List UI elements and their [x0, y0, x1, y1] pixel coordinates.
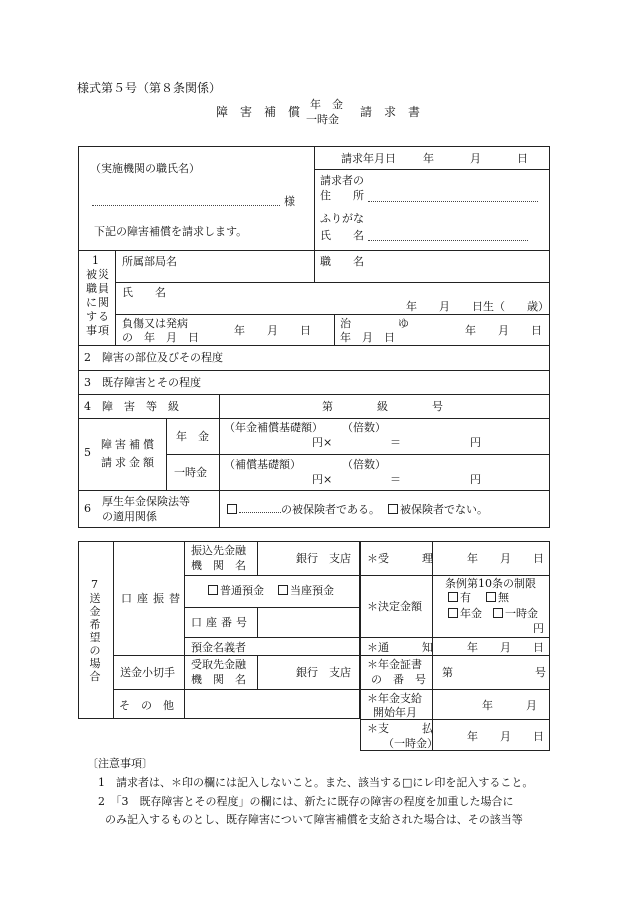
section6-label-2: の適用関係	[102, 510, 157, 523]
start-value: 年 月	[482, 699, 537, 712]
not-insured-option[interactable]	[388, 503, 488, 516]
address-label: 住 所	[320, 189, 364, 202]
cert-value-1: 第	[442, 666, 453, 679]
ordinary-deposit-text: 普通預金	[220, 584, 264, 597]
check-label: 送金小切手	[120, 666, 175, 679]
recv-bank-branch: 銀行 支店	[296, 666, 351, 679]
account-transfer-label: 口座振替	[121, 592, 185, 605]
ordinary-deposit-option[interactable]	[208, 584, 264, 597]
limit-no-option[interactable]	[486, 591, 509, 604]
notes-heading: 〔注意事項〕	[87, 757, 153, 770]
insured-option[interactable]	[227, 503, 380, 516]
cert-value-2: 号	[535, 666, 546, 679]
cure-label-1: 治	[340, 317, 351, 330]
pension-label: 年 金	[176, 430, 209, 443]
title-right: 請 求 書	[360, 105, 421, 119]
cure-date: 年 月 日	[465, 324, 542, 337]
date-year: 年	[423, 152, 434, 165]
limit-yes-checkbox[interactable]	[448, 592, 458, 602]
lump-multiplier-label: （倍数）	[342, 458, 386, 471]
injury-label-1: 負傷又は発病	[122, 317, 188, 330]
form-number: 様式第５号（第８条関係）	[77, 81, 222, 95]
pay-date: 年 月 日	[467, 730, 544, 743]
bank-label-1: 振込先金融	[191, 544, 246, 557]
decision-limit-label: 条例第10条の制限	[445, 577, 536, 590]
limit-yes-option[interactable]	[448, 591, 471, 604]
limit-no-text: 無	[498, 591, 509, 604]
disability-grade: 第 級 号	[322, 400, 443, 413]
ichiji-checkbox[interactable]	[493, 608, 503, 618]
address-field[interactable]	[368, 201, 538, 202]
nen-option[interactable]	[448, 607, 482, 620]
section5-number: 5	[84, 446, 91, 459]
receipt-date: 年 月 日	[467, 552, 544, 565]
lump-yen: 円	[470, 473, 481, 486]
note-2b: のみ記入するものとし、既存障害について障害補償を支給された場合は、その該当等	[105, 813, 523, 826]
ichiji-option[interactable]	[493, 607, 538, 620]
dept-label: 所属部局名	[122, 255, 177, 268]
pension-yen: 円	[470, 436, 481, 449]
pay-label-2: （一時金）	[383, 737, 438, 750]
section6-label-1: 厚生年金保険法等	[102, 495, 190, 508]
section7-number: 7	[91, 578, 98, 591]
section7-label: 送金希望の場合	[89, 592, 101, 683]
not-insured-checkbox[interactable]	[388, 504, 398, 514]
decision-yen: 円	[533, 622, 544, 635]
pension-base-label: （年金補償基礎額）	[224, 421, 323, 434]
name-label: 氏 名	[320, 229, 364, 242]
nen-checkbox[interactable]	[448, 608, 458, 618]
cert-label-1: ＊年金証書	[367, 658, 422, 671]
limit-yes-text: 有	[460, 591, 471, 604]
lump-equals: ＝	[390, 473, 401, 486]
bank-label-2: 機 関 名	[191, 559, 246, 572]
recv-bank-label-2: 機 関 名	[191, 673, 246, 686]
current-deposit-text: 当座預金	[290, 584, 334, 597]
section6-number: 6	[84, 502, 91, 515]
holder-label: 預金名義者	[191, 641, 246, 654]
sama-label: 様	[284, 195, 295, 208]
section5-label-2: 請求金額	[101, 456, 157, 469]
date-month: 月	[470, 152, 481, 165]
request-date-label: 請求年月日	[341, 152, 396, 165]
injury-date: 年 月 日	[234, 324, 311, 337]
request-text: 下記の障害補償を請求します。	[94, 225, 248, 238]
lump-yen-x: 円×	[312, 473, 333, 486]
birth-date-label: 年 月 日生（ 歳）	[406, 300, 549, 313]
title-upper: 年 金	[310, 98, 343, 111]
pension-yen-x: 円×	[312, 436, 333, 449]
pension-equals: ＝	[390, 436, 401, 449]
injury-label-2: の 年 月 日	[122, 331, 199, 344]
pension-multiplier-label: （倍数）	[342, 421, 386, 434]
note-1: 1 請求者は、＊印の欄には記入しないこと。また、該当する□にレ印を記入すること。	[98, 776, 534, 789]
furigana-label: ふりがな	[320, 212, 364, 225]
account-number-label: 口座番号	[191, 616, 251, 629]
start-label-2: 開始年月	[373, 706, 417, 719]
limit-no-checkbox[interactable]	[486, 592, 496, 602]
note-2a: 2 「3 既存障害とその程度」の欄には、新たに既存の障害の程度を加重した場合に	[98, 795, 514, 808]
section3-label: 3 既存障害とその程度	[84, 376, 201, 389]
lump-base-label: （補償基礎額）	[224, 458, 301, 471]
nen-text: 年金	[460, 607, 482, 620]
pay-label-1: ＊支 払	[367, 722, 433, 735]
section2-label: 2 障害の部位及びその程度	[84, 351, 223, 364]
agency-label: （実施機関の職氏名）	[90, 162, 200, 175]
section1-number: 1	[92, 254, 99, 267]
receipt-label: ＊受 理	[367, 552, 433, 565]
bank-branch: 銀行 支店	[296, 552, 351, 565]
recv-bank-label-1: 受取先金融	[191, 658, 246, 671]
notice-label: ＊通 知	[367, 641, 433, 654]
title-lower: 一時金	[306, 113, 339, 126]
not-insured-text: 被保険者でない。	[400, 503, 488, 516]
current-deposit-checkbox[interactable]	[278, 585, 288, 595]
cure-label-2: 年 月 日	[340, 331, 395, 344]
victim-name-label: 氏 名	[122, 286, 166, 299]
lump-sum-label: 一時金	[174, 466, 207, 479]
post-label: 職 名	[320, 255, 364, 268]
requester-name-field[interactable]	[368, 240, 528, 241]
ichiji-text: 一時金	[505, 607, 538, 620]
other-label: そ の 他	[119, 699, 174, 712]
ordinary-deposit-checkbox[interactable]	[208, 585, 218, 595]
cure-label-ru: ゆ	[398, 317, 409, 330]
title-left: 障 害 補 償	[216, 105, 301, 119]
insured-text: の被保険者である。	[281, 503, 380, 516]
notice-date: 年 月 日	[467, 641, 544, 654]
cert-label-2: の 番 号	[371, 673, 426, 686]
current-deposit-option[interactable]	[278, 584, 334, 597]
date-day: 日	[517, 152, 528, 165]
decision-label: ＊決定金額	[367, 600, 422, 613]
insured-checkbox[interactable]	[227, 504, 237, 514]
section1-label: 被災職員に関する事項	[86, 268, 110, 337]
section5-label-1: 障害補償	[101, 438, 157, 451]
section4-label: 4 障 害 等 級	[84, 400, 179, 413]
requester-label: 請求者の	[320, 174, 364, 187]
start-label-1: ＊年金支給	[367, 692, 422, 705]
